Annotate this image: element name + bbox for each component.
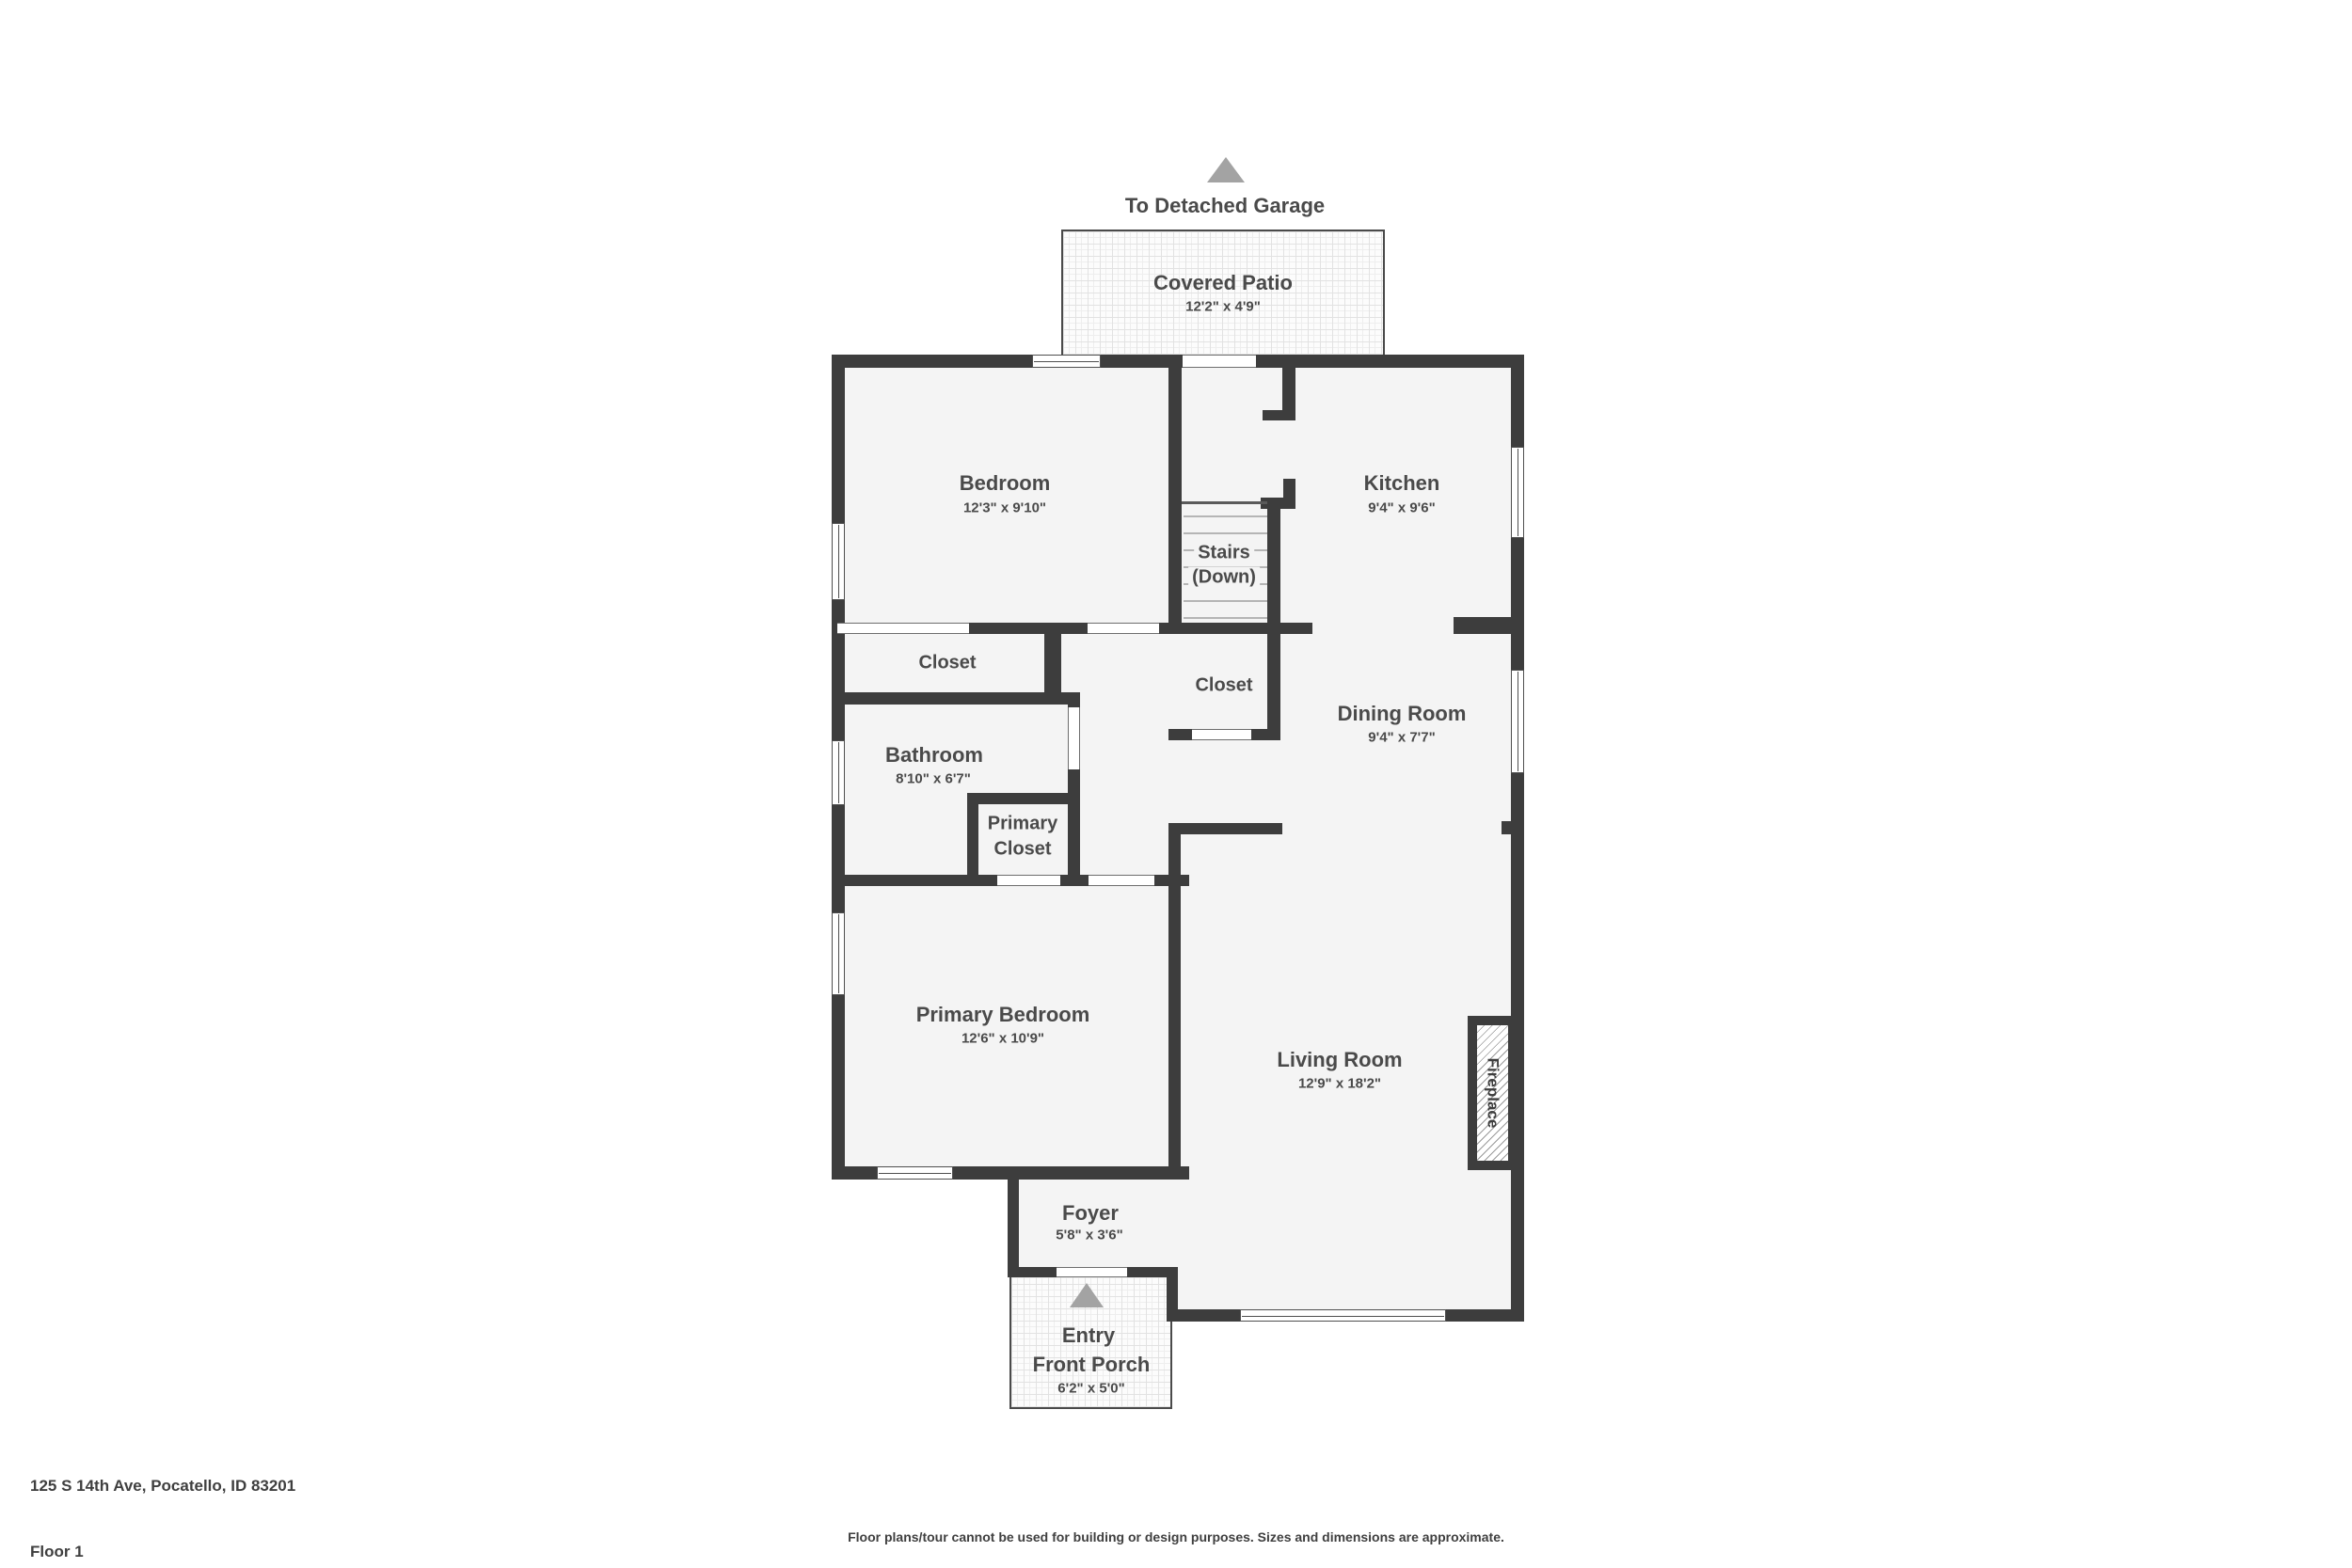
stair-tread: [1184, 532, 1267, 534]
wall: [1168, 355, 1182, 634]
garage-direction-label: To Detached Garage: [1124, 194, 1326, 217]
wall: [1267, 503, 1280, 740]
primary-closet-door-opening: [997, 875, 1060, 886]
porch-entry-label: Entry: [1061, 1323, 1116, 1347]
living-room-dims: 12'9" x 18'2": [1297, 1075, 1382, 1092]
stair-tread: [1184, 600, 1267, 602]
window: [1511, 670, 1524, 773]
covered-patio-dims: 12'2" x 4'9": [1185, 298, 1261, 315]
front-door-opening: [1057, 1267, 1127, 1277]
stair-tread: [1184, 515, 1267, 517]
bedroom-door-opening: [1088, 623, 1159, 634]
stairs-direction: (Down): [1188, 567, 1260, 589]
window: [832, 523, 845, 600]
patio-door-opening: [1183, 355, 1256, 368]
bathroom-dims: 8'10" x 6'7": [896, 770, 971, 787]
wall: [1283, 479, 1295, 509]
porch-name: Front Porch: [1032, 1353, 1151, 1376]
wall: [1454, 617, 1524, 634]
porch-dims: 6'2" x 5'0": [1057, 1380, 1125, 1397]
floor-label: Floor 1: [30, 1543, 84, 1560]
hall-closet-name: Closet: [918, 652, 977, 673]
dining-closet-door-opening: [1192, 729, 1251, 740]
disclaimer: Floor plans/tour cannot be used for building or design purposes. Sizes and dimensions are approximate.: [848, 1529, 1504, 1544]
window: [877, 1166, 953, 1180]
bathroom-name: Bathroom: [885, 743, 983, 767]
primary-bedroom-dims: 12'6" x 10'9": [961, 1030, 1045, 1047]
wall: [1168, 823, 1282, 834]
fireplace-hatch: [1477, 1025, 1508, 1161]
primary-bedroom-name: Primary Bedroom: [915, 1003, 1090, 1026]
entry-direction-arrow-icon: [1070, 1283, 1104, 1307]
fireplace-label: Fireplace: [1484, 1057, 1502, 1129]
window: [1511, 447, 1524, 538]
living-room-name: Living Room: [1277, 1048, 1403, 1071]
foyer-name: Foyer: [1062, 1201, 1119, 1225]
window: [832, 740, 845, 805]
stair-tread: [1184, 617, 1267, 619]
stairs-name: Stairs: [1194, 543, 1254, 564]
bathroom-door-opening: [1068, 707, 1080, 769]
primary-bedroom-door-opening: [1089, 875, 1154, 886]
kitchen-name: Kitchen: [1363, 471, 1440, 495]
garage-direction-arrow-icon: [1207, 157, 1245, 182]
window: [1032, 355, 1101, 368]
window: [832, 912, 845, 995]
covered-patio-name: Covered Patio: [1153, 271, 1293, 294]
dining-room-name: Dining Room: [1337, 702, 1467, 725]
wall: [1044, 634, 1061, 694]
wall: [967, 793, 978, 886]
primary-closet-name-line1: Primary: [987, 813, 1058, 834]
wall: [1502, 821, 1511, 834]
wall: [1263, 410, 1295, 420]
wall: [832, 692, 1080, 705]
bedroom-dims: 12'3" x 9'10": [962, 499, 1047, 516]
closet-opening: [837, 623, 969, 634]
primary-closet-name-line2: Closet: [993, 838, 1052, 860]
fireplace: [1468, 1016, 1517, 1170]
wall: [967, 793, 1080, 804]
dining-closet-name: Closet: [1195, 674, 1253, 696]
wall: [1168, 823, 1181, 1178]
stairs-top-edge: [1182, 501, 1267, 504]
wall: [1008, 1176, 1019, 1270]
window: [1240, 1309, 1446, 1322]
kitchen-dims: 9'4" x 9'6": [1368, 499, 1436, 516]
property-address: 125 S 14th Ave, Pocatello, ID 83201: [30, 1477, 296, 1495]
exterior-mask: [826, 1180, 1009, 1430]
foyer-dims: 5'8" x 3'6": [1056, 1227, 1123, 1243]
dining-room-dims: 9'4" x 7'7": [1368, 729, 1436, 746]
bedroom-name: Bedroom: [959, 471, 1051, 495]
